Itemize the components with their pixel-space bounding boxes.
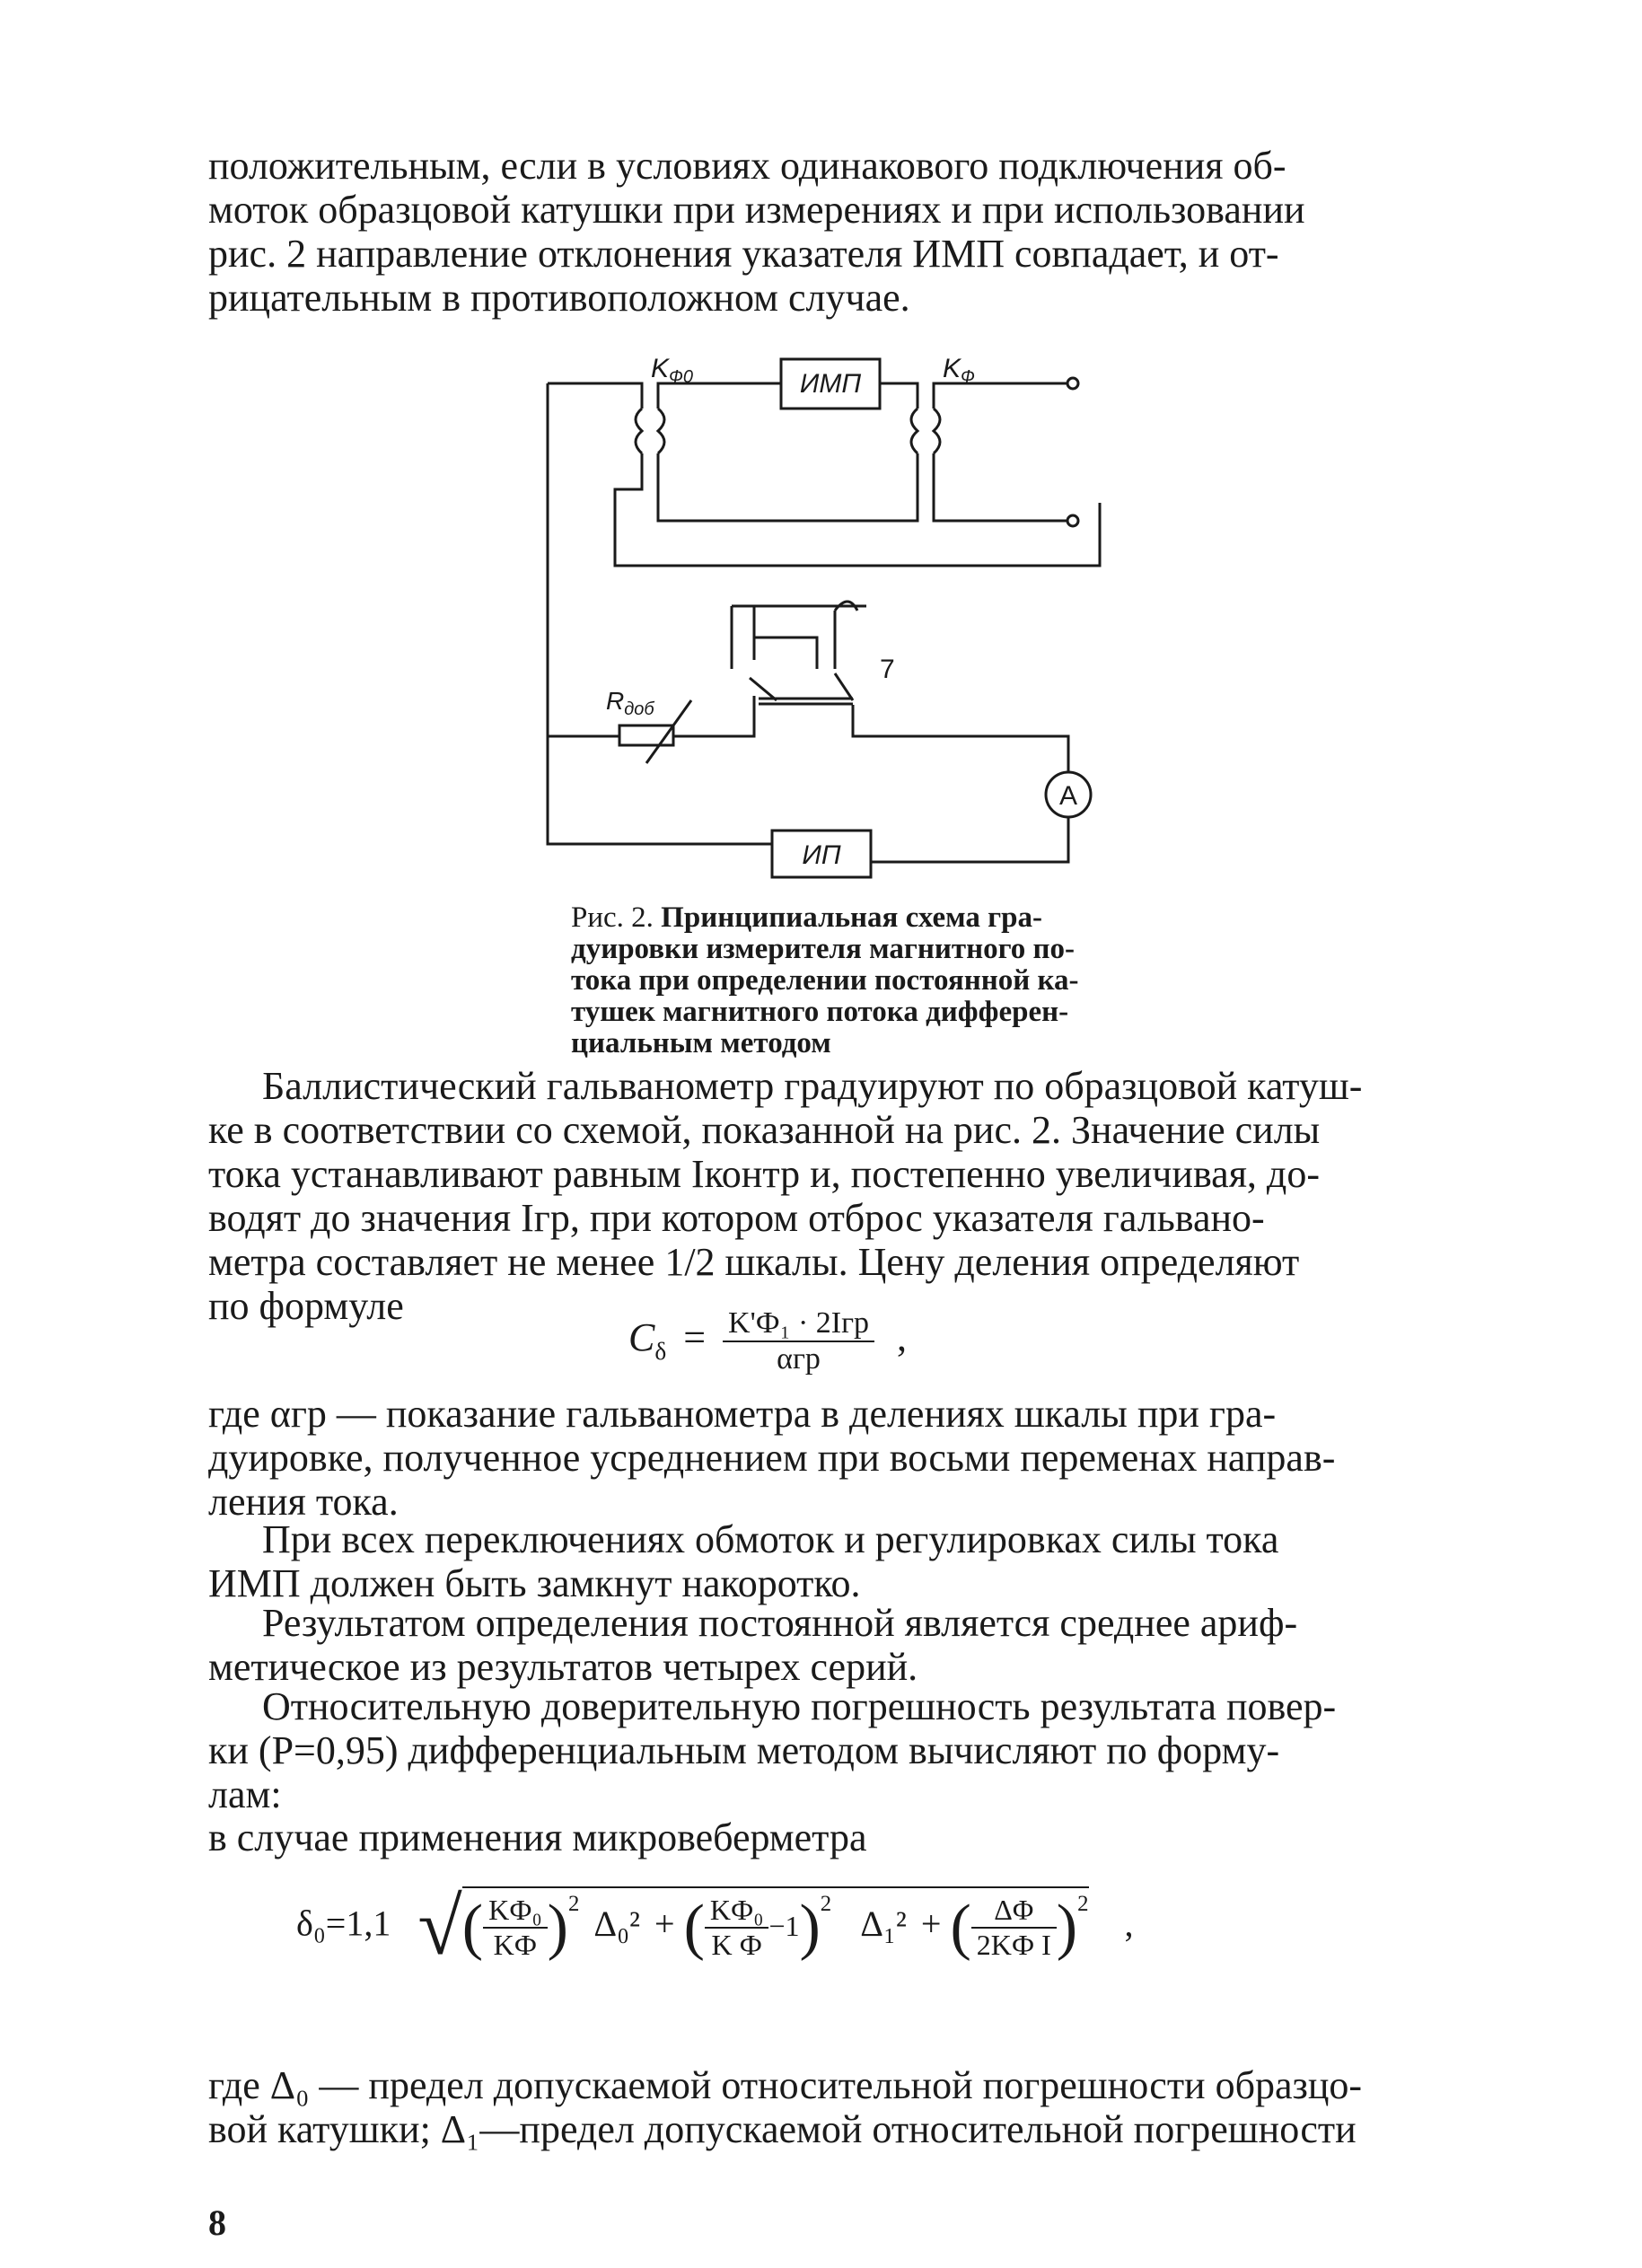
formula-c: $C_\delta$ = $\frac{\text{K'Ф₁ · 2Iгр}}{\text{αгр}}$ , <box>628 1306 908 1376</box>
paragraph-case <box>208 1815 1461 1859</box>
text-line: лам: <box>208 1772 282 1816</box>
r-label: $R_{доб}$ <box>606 687 654 719</box>
term1-fraction: $\frac{\text{KФ₀}}{KФ}$ <box>483 1894 548 1962</box>
text-line: тока устанавливают равным Iконтр и, постепенно увеличивая, до- <box>208 1152 1320 1196</box>
delta1-sq: Δ₁² <box>860 1903 907 1944</box>
text-line: в случае применения микровеберметра <box>208 1815 867 1859</box>
ip-label: ИП <box>802 840 841 870</box>
paragraph-ballistic <box>208 1064 1461 1328</box>
formula-lhs: δ₀=1,1 <box>296 1903 391 1944</box>
formula-tail: , <box>897 1315 908 1360</box>
text-line: ке в соответствии со схемой, показанной на рис. 2. Значение силы <box>208 1108 1321 1152</box>
formula-denominator: αгр <box>777 1342 821 1376</box>
page-number: 8 <box>208 2202 226 2243</box>
text-line: рис. 2 направление отклонения указателя ИМП совпадает, и от- <box>208 232 1279 276</box>
text-line: рицательным в противоположном случае. <box>208 276 910 320</box>
text-line: вой катушки; Δ₁—предел допускаемой относительной погрешности <box>208 2107 1357 2151</box>
paragraph-where-delta <box>208 2063 1461 2151</box>
text-line: положительным, если в условиях одинакового подключения об- <box>208 144 1286 188</box>
text-line: дуировке, полученное усреднением при восьми переменах направ- <box>208 1436 1336 1480</box>
text-line: Результатом определения постоянной является среднее ариф- <box>262 1601 1298 1645</box>
text-line: по формуле <box>208 1284 404 1328</box>
sqrt-icon: √ <box>417 1883 462 1972</box>
text-line: моток образцовой катушки при измерениях и при использовании <box>208 188 1305 232</box>
delta0-sq: Δ₀² <box>593 1903 641 1944</box>
caption-line: циальным методом <box>571 1027 831 1059</box>
caption-line: тока при определении постоянной ка- <box>571 964 1079 997</box>
formula-lhs: C <box>628 1315 655 1360</box>
imp-label: ИМП <box>799 369 862 399</box>
text-line: метра составляет не менее 1/2 шкалы. Цену деления определяют <box>208 1240 1300 1284</box>
formula-numerator: K'Ф₁ · 2Iгр <box>723 1306 874 1342</box>
caption-label: Рис. 2. <box>571 901 654 934</box>
text-line: где Δ₀ — предел допускаемой относительной погрешности образцо- <box>208 2063 1363 2107</box>
figure-caption <box>571 902 1128 1059</box>
text-line: Относительную доверительную погрешность результата повер- <box>262 1684 1337 1728</box>
k-phi0-label: $K_{Ф0}$ <box>651 354 694 387</box>
text-line: Баллистический гальванометр градуируют по образцовой катуш- <box>262 1064 1363 1108</box>
paragraph-result <box>208 1601 1461 1689</box>
term2-fraction: $\frac{\text{KФ₀}}{\text{K Ф}}$ <box>705 1894 769 1962</box>
text-line: При всех переключениях обмоток и регулировках силы тока <box>262 1517 1279 1561</box>
caption-line: тушек магнитного потока дифферен- <box>571 996 1069 1028</box>
caption-line: Рис. 2. Принципиальная схема гра- <box>571 901 1043 934</box>
formula-tail: , <box>1124 1903 1134 1944</box>
paragraph-top <box>208 144 1461 320</box>
formula-delta: δ₀=1,1 √( $\frac{\text{KФ₀}}{KФ}$ )$^2$ Δ₀² + ( $\frac{\text{KФ₀}}{\text{K Ф}}$ −1)$^2$ Δ₁² + ( $\frac{\Delta\Phi}{\text{2KФ I}}$ )$^2$ , <box>296 1883 1134 1972</box>
text-line: ки (P=0,95) дифференциальным методом вычисляют по форму- <box>208 1728 1280 1772</box>
paragraph-where-alpha <box>208 1392 1461 1524</box>
k-phi-label: $K_Ф$ <box>943 354 975 387</box>
text-line: ИМП должен быть замкнут накоротко. <box>208 1561 861 1605</box>
switch-label: 7 <box>880 655 895 684</box>
text-line: водят до значения Iгр, при котором отброс указателя гальвано- <box>208 1196 1265 1240</box>
text-line: метическое из результатов четырех серий. <box>208 1645 918 1689</box>
text-line: ления тока. <box>208 1480 399 1524</box>
paragraph-error <box>208 1684 1461 1816</box>
circuit-diagram <box>530 341 1158 898</box>
ammeter-label: А <box>1058 781 1078 811</box>
formula-fraction <box>723 1306 874 1376</box>
formula-lhs-sub: δ <box>654 1337 667 1365</box>
caption-line: дуировки измерителя магнитного по- <box>571 933 1076 965</box>
text-line: где αгр — показание гальванометра в делениях шкалы при гра- <box>208 1392 1277 1436</box>
term3-fraction: $\frac{\Delta\Phi}{\text{2KФ I}}$ <box>971 1894 1057 1962</box>
paragraph-switching <box>208 1517 1461 1605</box>
